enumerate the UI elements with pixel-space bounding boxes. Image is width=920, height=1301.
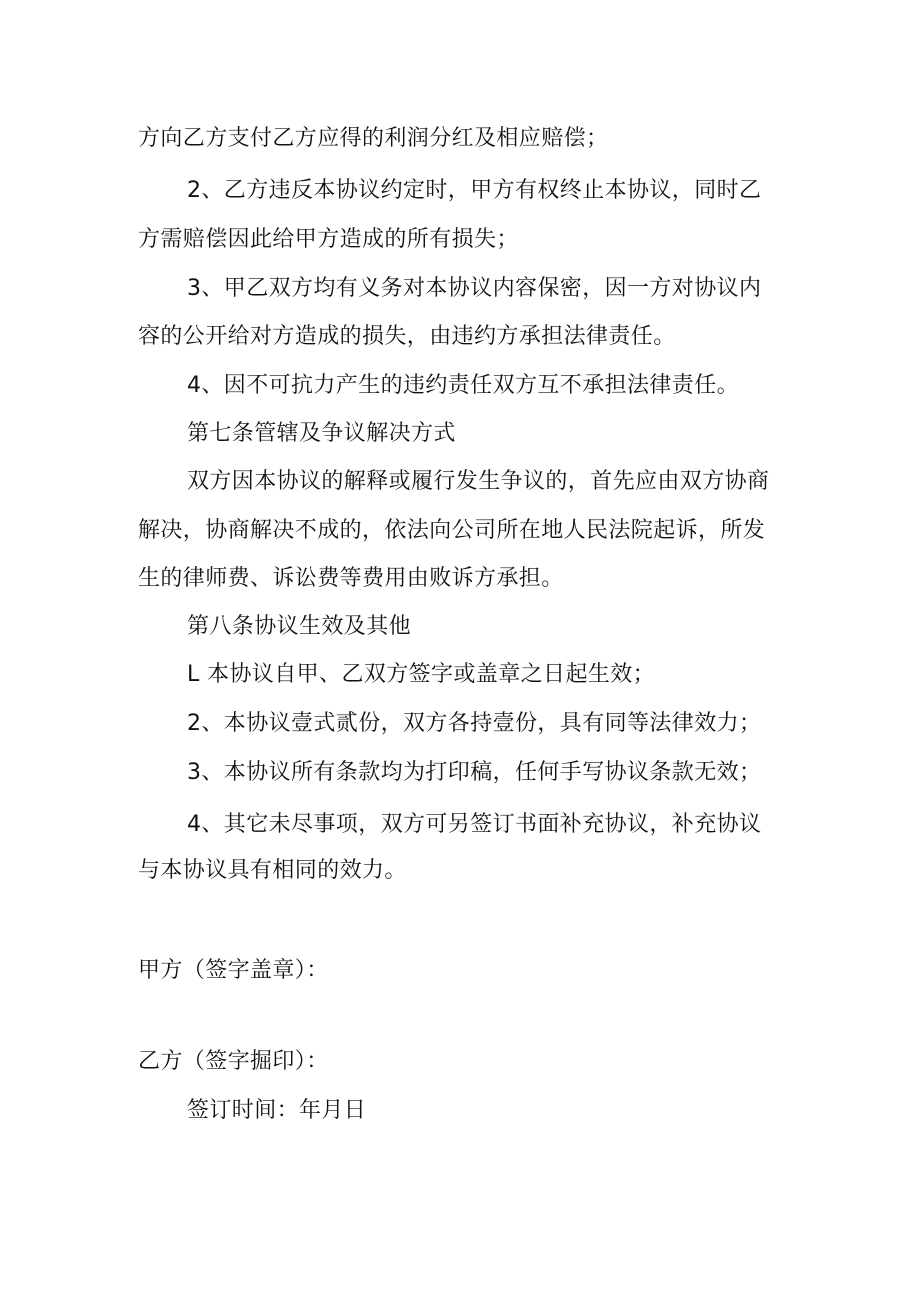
paragraph-line: 与本协议具有相同的效力。 bbox=[138, 858, 407, 883]
paragraph-line: 2、乙方违反本协议约定时，甲方有权终止本协议，同时乙 bbox=[187, 178, 762, 203]
paragraph-line: 方向乙方支付乙方应得的利润分红及相应赔偿； bbox=[138, 126, 609, 151]
party-a-signature-label: 甲方（签字盖章）： bbox=[138, 958, 329, 983]
paragraph-line: 4、其它未尽事项，双方可另签订书面补充协议，补充协议 bbox=[187, 812, 762, 837]
signing-date-label: 签订时间：年月日 bbox=[187, 1098, 367, 1123]
paragraph-line: 方需赔偿因此给甲方造成的所有损失； bbox=[138, 227, 519, 252]
paragraph-line: L 本协议自甲、乙双方签字或盖章之日起生效； bbox=[187, 662, 656, 687]
paragraph-line: 3、本协议所有条款均为打印稿，任何手写协议条款无效； bbox=[187, 760, 762, 785]
section-heading: 第八条协议生效及其他 bbox=[187, 614, 412, 639]
paragraph-line: 容的公开给对方造成的损失，由违约方承担法律责任。 bbox=[138, 324, 676, 349]
paragraph-line: 解决，协商解决不成的，依法向公司所在地人民法院起诉，所发 bbox=[138, 518, 766, 543]
paragraph-line: 双方因本协议的解释或履行发生争议的，首先应由双方协商 bbox=[187, 469, 770, 494]
paragraph-line: 2、本协议壹式贰份，双方各持壹份，具有同等法律效力； bbox=[187, 711, 762, 736]
party-b-signature-label: 乙方（签字掘印）： bbox=[138, 1049, 329, 1074]
section-heading: 第七条管辖及争议解决方式 bbox=[187, 421, 456, 446]
paragraph-line: 生的律师费、诉讼费等费用由败诉方承担。 bbox=[138, 566, 564, 591]
paragraph-line: 4、因不可抗力产生的违约责任双方互不承担法律责任。 bbox=[187, 373, 739, 398]
paragraph-line: 3、甲乙双方均有义务对本协议内容保密，因一方对协议内 bbox=[187, 276, 762, 301]
